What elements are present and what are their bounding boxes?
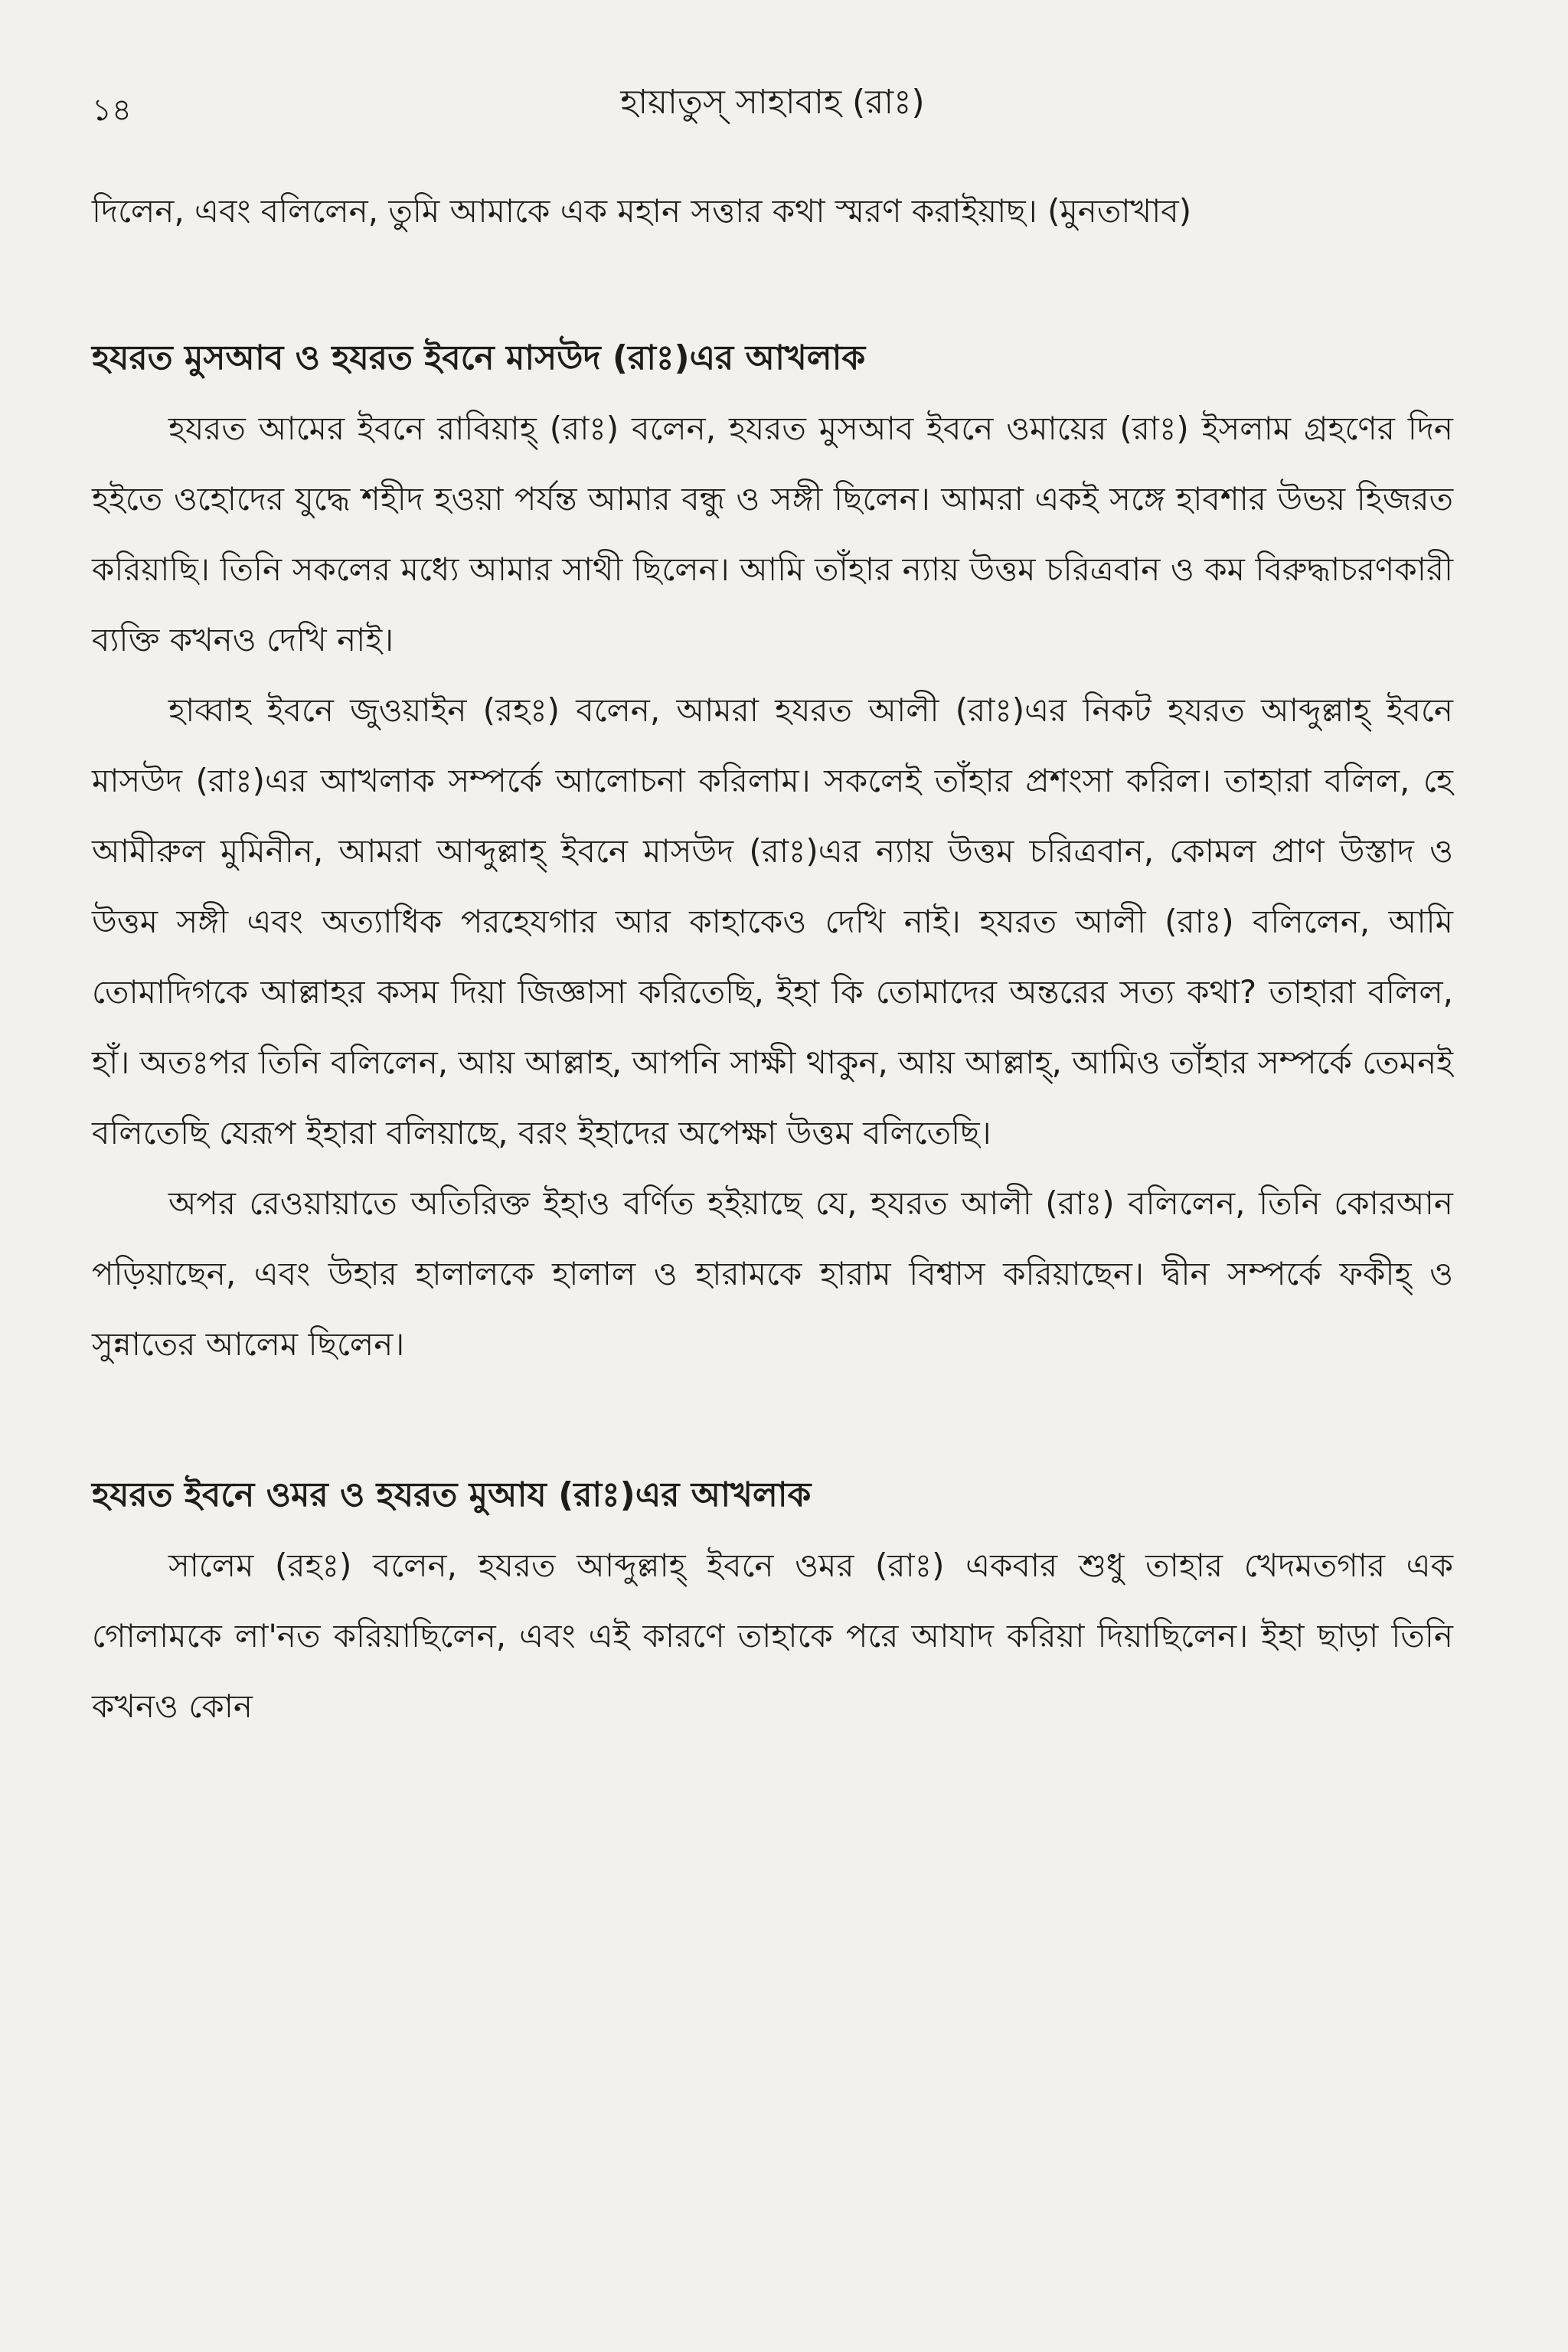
paragraph-1: হযরত আমের ইবনে রাবিয়াহ্ (রাঃ) বলেন, হযরত মুসআব ইবনে ওমায়ের (রাঃ) ইসলাম গ্রহণের দিন হইতে ওহোদের যুদ্ধে শহীদ হওয়া পর্যন্ত আমার বন্ধু ও সঙ্গী ছিলেন। আমরা একই সঙ্গে হাবশার উভয় হিজরত করিয়াছি। তিনি সকলের মধ্যে আমার সাথী ছিলেন। আমি তাঁহার ন্যায় উত্তম চরিত্রবান ও কম বিরুদ্ধাচরণকারী ব্যক্তি কখনও দেখি নাই। [92, 410, 1453, 658]
paragraph-3: অপর রেওয়ায়াতে অতিরিক্ত ইহাও বর্ণিত হইয়াছে যে, হযরত আলী (রাঃ) বলিলেন, তিনি কোরআন পড়িয়াছেন, এবং উহার হালালকে হালাল ও হারামকে হারাম বিশ্বাস করিয়াছেন। দ্বীন সম্পর্কে ফকীহ্ ও সুন্নাতের আলেম ছিলেন। [92, 1184, 1453, 1363]
paragraph-4: সালেম (রহঃ) বলেন, হযরত আব্দুল্লাহ্ ইবনে ওমর (রাঃ) একবার শুধু তাহার খেদমতগার এক গোলামকে লা'নত করিয়াছিলেন, এবং এই কারণে তাহাকে পরে আযাদ করিয়া দিয়াছিলেন। ইহা ছাড়া তিনি কখনও কোন [92, 1547, 1453, 1725]
paragraph-2: হাব্বাহ ইবনে জুওয়াইন (রহঃ) বলেন, আমরা হযরত আলী (রাঃ)এর নিকট হযরত আব্দুল্লাহ্ ইবনে মাসউদ (রাঃ)এর আখলাক সম্পর্কে আলোচনা করিলাম। সকলেই তাঁহার প্রশংসা করিল। তাহারা বলিল, হে আমীরুল মুমিনীন, আমরা আব্দুল্লাহ্ ইবনে মাসউদ (রাঃ)এর ন্যায় উত্তম চরিত্রবান, কোমল প্রাণ উস্তাদ ও উত্তম সঙ্গী এবং অত্যাধিক পরহেযগার আর কাহাকেও দেখি নাই। হযরত আলী (রাঃ) বলিলেন, আমি তোমাদিগকে আল্লাহর কসম দিয়া জিজ্ঞাসা করিতেছি, ইহা কি তোমাদের অন্তরের সত্য কথা? তাহারা বলিল, হাঁ। অতঃপর তিনি বলিলেন, আয় আল্লাহ, আপনি সাক্ষী থাকুন, আয় আল্লাহ্, আমিও তাঁহার সম্পর্কে তেমনই বলিতেছি যেরূপ ইহারা বলিয়াছে, বরং ইহাদের অপেক্ষা উত্তম বলিতেছি। [92, 691, 1453, 1152]
page-body [92, 176, 1453, 1742]
page-number: ১৪ [92, 93, 132, 128]
running-title: হায়াতুস্ সাহাবাহ (রাঃ) [620, 83, 925, 122]
paragraph-continuation: দিলেন, এবং বলিলেন, তুমি আমাকে এক মহান সত্তার কথা স্মরণ করাইয়াছ। (মুনতাখাব) [92, 192, 1192, 230]
section-gap [92, 1380, 1453, 1460]
section-heading-2: হযরত ইবনে ওমর ও হযরত মুআয (রাঃ)এর আখলাক [92, 1475, 812, 1514]
section-gap [92, 247, 1453, 323]
running-header [92, 77, 1453, 128]
section-heading-1: হযরত মুসআব ও হযরত ইবনে মাসউদ (রাঃ)এর আখলাক [92, 338, 866, 377]
